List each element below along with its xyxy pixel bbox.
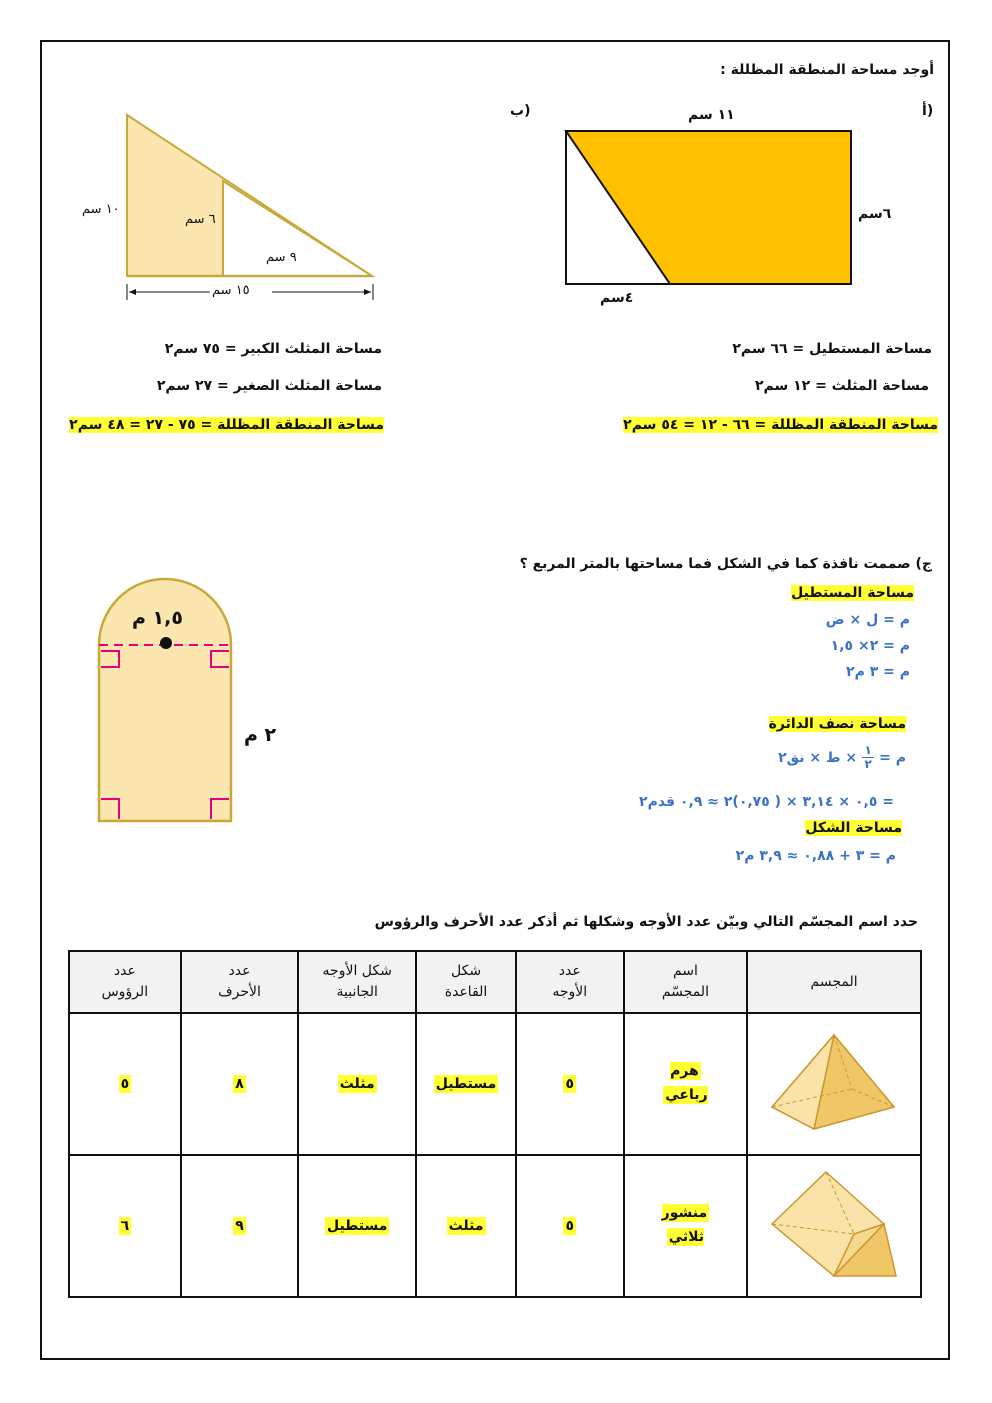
- header-solid: المجسم: [747, 951, 921, 1013]
- prism-vertices-cell: ٦: [69, 1155, 181, 1297]
- a-top-dim: ١١ سم: [688, 107, 735, 123]
- semicircle-computation: = ٠,٥ × ٣,١٤ × ( ٠,٧٥)٢ ≈ ٠,٩ قدم٢: [639, 794, 894, 810]
- shape-area-title: مساحة الشكل: [805, 820, 902, 836]
- half-fraction: [862, 744, 874, 771]
- b-small-tri-area: مساحة المثلث الصغير = ٢٧ سم٢: [156, 378, 382, 394]
- figure-a-rectangle: [560, 125, 860, 295]
- solids-instruction: حدد اسم المجسّم التالي وبيّن عدد الأوجه وشكلها ثم أذكر عدد الأحرف والرؤوس: [374, 914, 918, 930]
- shape-area-result: م = ٣ + ٠,٨٨ ≈ ٣,٩ م٢: [735, 848, 896, 864]
- window-question: ج) صممت نافذة كما في الشكل فما مساحتها بالمتر المربع ؟: [519, 556, 932, 572]
- a-result: مساحة المنطقة المظللة = ٦٦ - ١٢ = ٥٤ سم٢: [623, 417, 938, 433]
- rect-result: م = ٣ م٢: [846, 664, 910, 680]
- table-row: [69, 1155, 921, 1297]
- b-hyp-dim: ٩ سم: [266, 250, 297, 265]
- semicircle-title: مساحة نصف الدائرة: [768, 716, 906, 732]
- fraction-denominator: ٢: [864, 757, 872, 772]
- pyramid-faces-cell: ٥: [516, 1013, 624, 1155]
- pyramid-name-cell: هرم رباعي: [624, 1013, 748, 1155]
- b-inner-dim: ٦ سم: [185, 212, 216, 227]
- rect-substitution: م = ٢× ١,٥: [830, 638, 910, 654]
- header-lateral: شكل الأوجه الجانبية: [298, 951, 416, 1013]
- part-a-label: أ): [922, 103, 934, 119]
- b-bottom-dim: ١٥ سم: [212, 283, 250, 298]
- header-vertices: عدد الرؤوس: [69, 951, 181, 1013]
- a-rect-area: مساحة المستطيل = ٦٦ سم٢: [732, 341, 932, 357]
- header-base: شكل القاعدة: [416, 951, 516, 1013]
- b-big-tri-area: مساحة المثلث الكبير = ٧٥ سم٢: [164, 341, 382, 357]
- prism-base-cell: مثلث: [416, 1155, 516, 1297]
- figure-b-triangles: [120, 108, 382, 308]
- header-name: اسم المجسّم: [624, 951, 748, 1013]
- a-side-dim: ٦سم: [858, 206, 892, 222]
- prism-faces-cell: ٥: [516, 1155, 624, 1297]
- prism-lateral-cell: مستطيل: [298, 1155, 416, 1297]
- prism-edges-cell: ٩: [181, 1155, 299, 1297]
- pyramid-image-cell: [747, 1013, 921, 1155]
- rect-formula: م = ل × ض: [825, 612, 910, 628]
- instruction-shaded-area: أوجد مساحة المنطقة المظللة :: [720, 62, 934, 78]
- window-height-label: ٢ م: [244, 724, 277, 746]
- b-left-dim: ١٠ سم: [82, 202, 120, 217]
- rect-area-title: مساحة المستطيل: [791, 585, 914, 601]
- pyramid-base-cell: مستطيل: [416, 1013, 516, 1155]
- header-edges: عدد الأحرف: [181, 951, 299, 1013]
- triangular-prism-icon: [764, 1164, 904, 1284]
- pyramid-vertices-cell: ٥: [69, 1013, 181, 1155]
- prism-image-cell: [747, 1155, 921, 1297]
- square-pyramid-icon: [764, 1027, 904, 1137]
- a-bottom-dim: ٤سم: [600, 290, 634, 306]
- header-faces: عدد الأوجه: [516, 951, 624, 1013]
- pyramid-lateral-cell: مثلث: [298, 1013, 416, 1155]
- prism-name-cell: منشور ثلاثي: [624, 1155, 748, 1297]
- part-b-label: ب): [510, 103, 531, 119]
- semi-prefix: م =: [879, 749, 906, 766]
- solids-table: [68, 950, 922, 1298]
- table-row: [69, 1013, 921, 1155]
- pyramid-edges-cell: ٨: [181, 1013, 299, 1155]
- a-tri-area: مساحة المثلث = ١٢ سم٢: [754, 378, 929, 394]
- semicircle-formula: [778, 744, 906, 771]
- b-result: مساحة المنطقة المظللة = ٧٥ - ٢٧ = ٤٨ سم٢: [69, 417, 384, 433]
- window-radius-label: ١,٥ م: [132, 607, 183, 629]
- fraction-numerator: ١: [864, 743, 872, 757]
- semi-suffix: × ط × نق٢: [778, 749, 858, 766]
- table-header-row: [69, 951, 921, 1013]
